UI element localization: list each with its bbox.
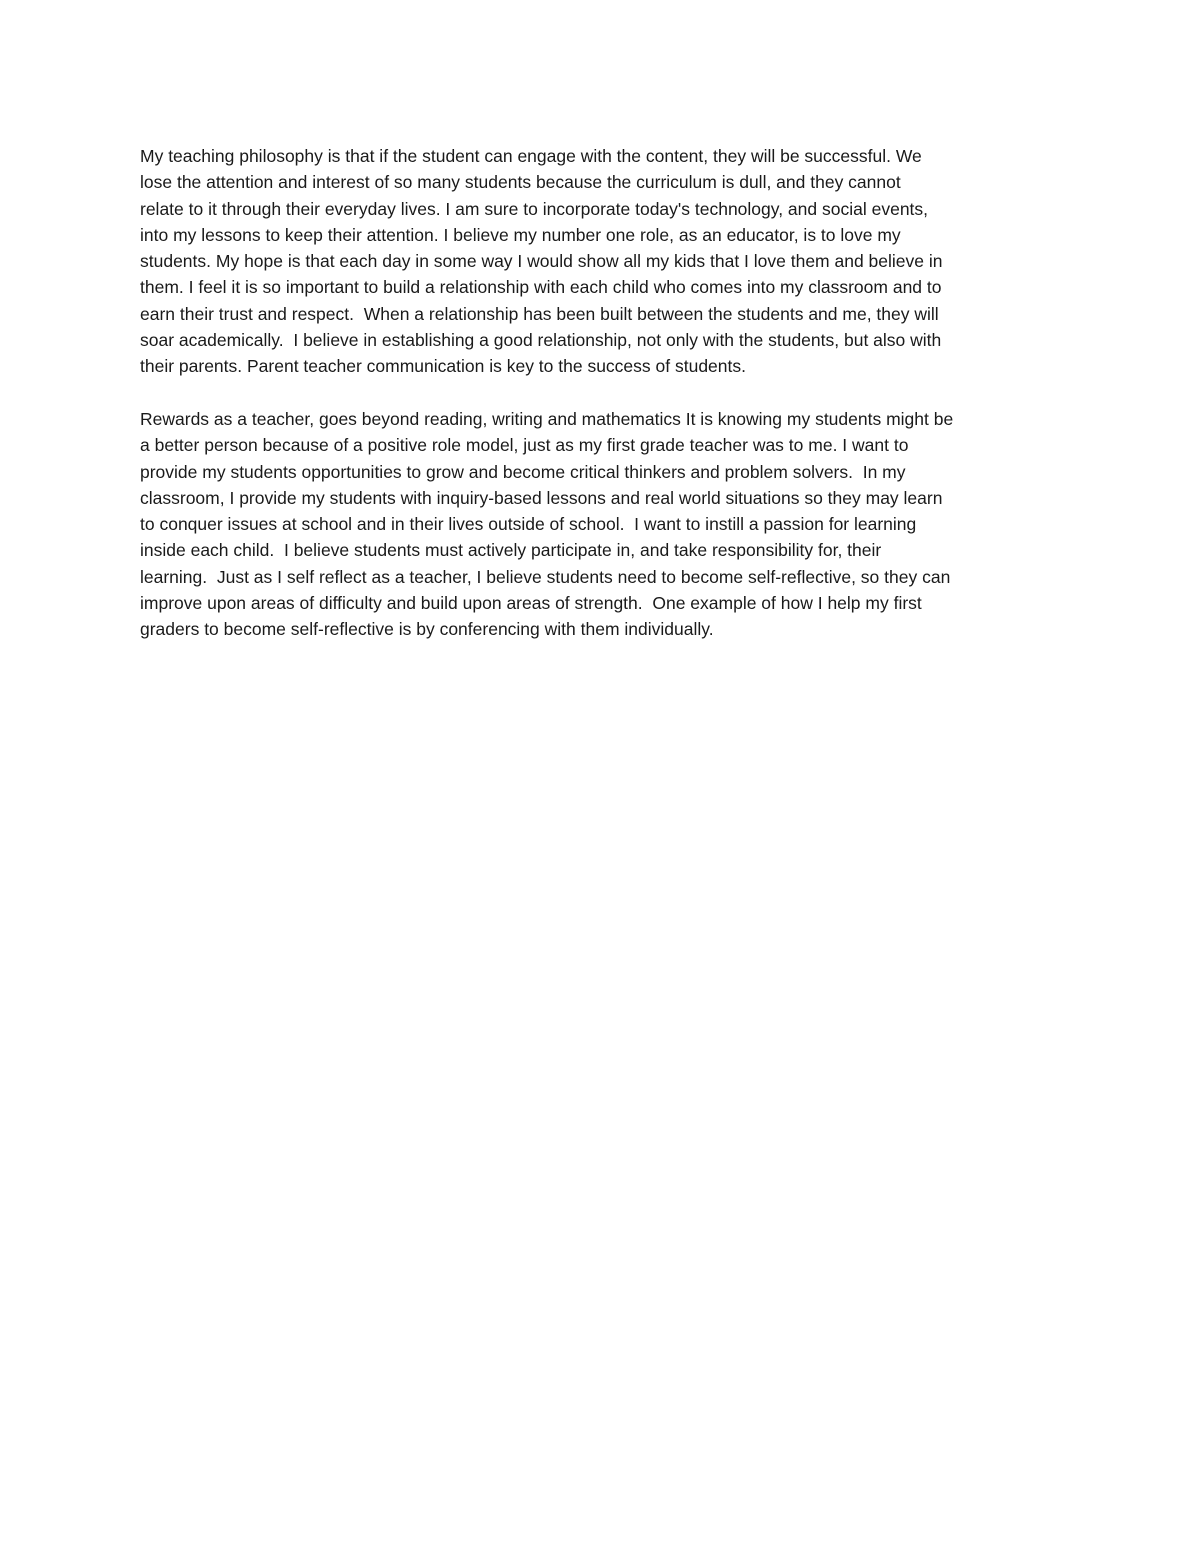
text-line: classroom, I provide my students with inquiry-based lessons and real world situations so they may learn — [140, 487, 943, 508]
text-line: improve upon areas of difficulty and build upon areas of strength. One example of how I help my first — [140, 593, 922, 614]
text-line: provide my students opportunities to grow and become critical thinkers and problem solvers. In my — [140, 461, 906, 482]
text-line: inside each child. I believe students must actively participate in, and take responsibility for, their — [140, 540, 882, 561]
text-line: relate to it through their everyday lives. I am sure to incorporate today's technology, and social events, — [140, 198, 929, 219]
text-line: lose the attention and interest of so many students because the curriculum is dull, and they cannot — [140, 172, 901, 193]
paragraph-teaching-philosophy — [140, 143, 1060, 380]
paragraph-rewards — [140, 406, 1060, 643]
text-line: Rewards as a teacher, goes beyond reading, writing and mathematics It is knowing my students might be — [140, 408, 954, 429]
text-line: learning. Just as I self reflect as a teacher, I believe students need to become self-reflective, so they can — [140, 566, 951, 587]
text-line: to conquer issues at school and in their lives outside of school. I want to instill a passion for learning — [140, 514, 917, 535]
text-line: students. My hope is that each day in some way I would show all my kids that I love them and believe in — [140, 251, 943, 272]
document-body — [140, 143, 1060, 643]
text-line: soar academically. I believe in establishing a good relationship, not only with the students, but also with — [140, 330, 942, 351]
text-line: graders to become self-reflective is by conferencing with them individually. — [140, 619, 714, 640]
text-line: a better person because of a positive role model, just as my first grade teacher was to me. I want to — [140, 435, 909, 456]
text-line: into my lessons to keep their attention. I believe my number one role, as an educator, is to love my — [140, 224, 901, 245]
text-line: their parents. Parent teacher communication is key to the success of students. — [140, 356, 746, 377]
text-line: them. I feel it is so important to build a relationship with each child who comes into my classroom and to — [140, 277, 942, 298]
text-line: earn their trust and respect. When a relationship has been built between the students and me, they will — [140, 303, 939, 324]
text-line: My teaching philosophy is that if the student can engage with the content, they will be successful. We — [140, 146, 922, 166]
